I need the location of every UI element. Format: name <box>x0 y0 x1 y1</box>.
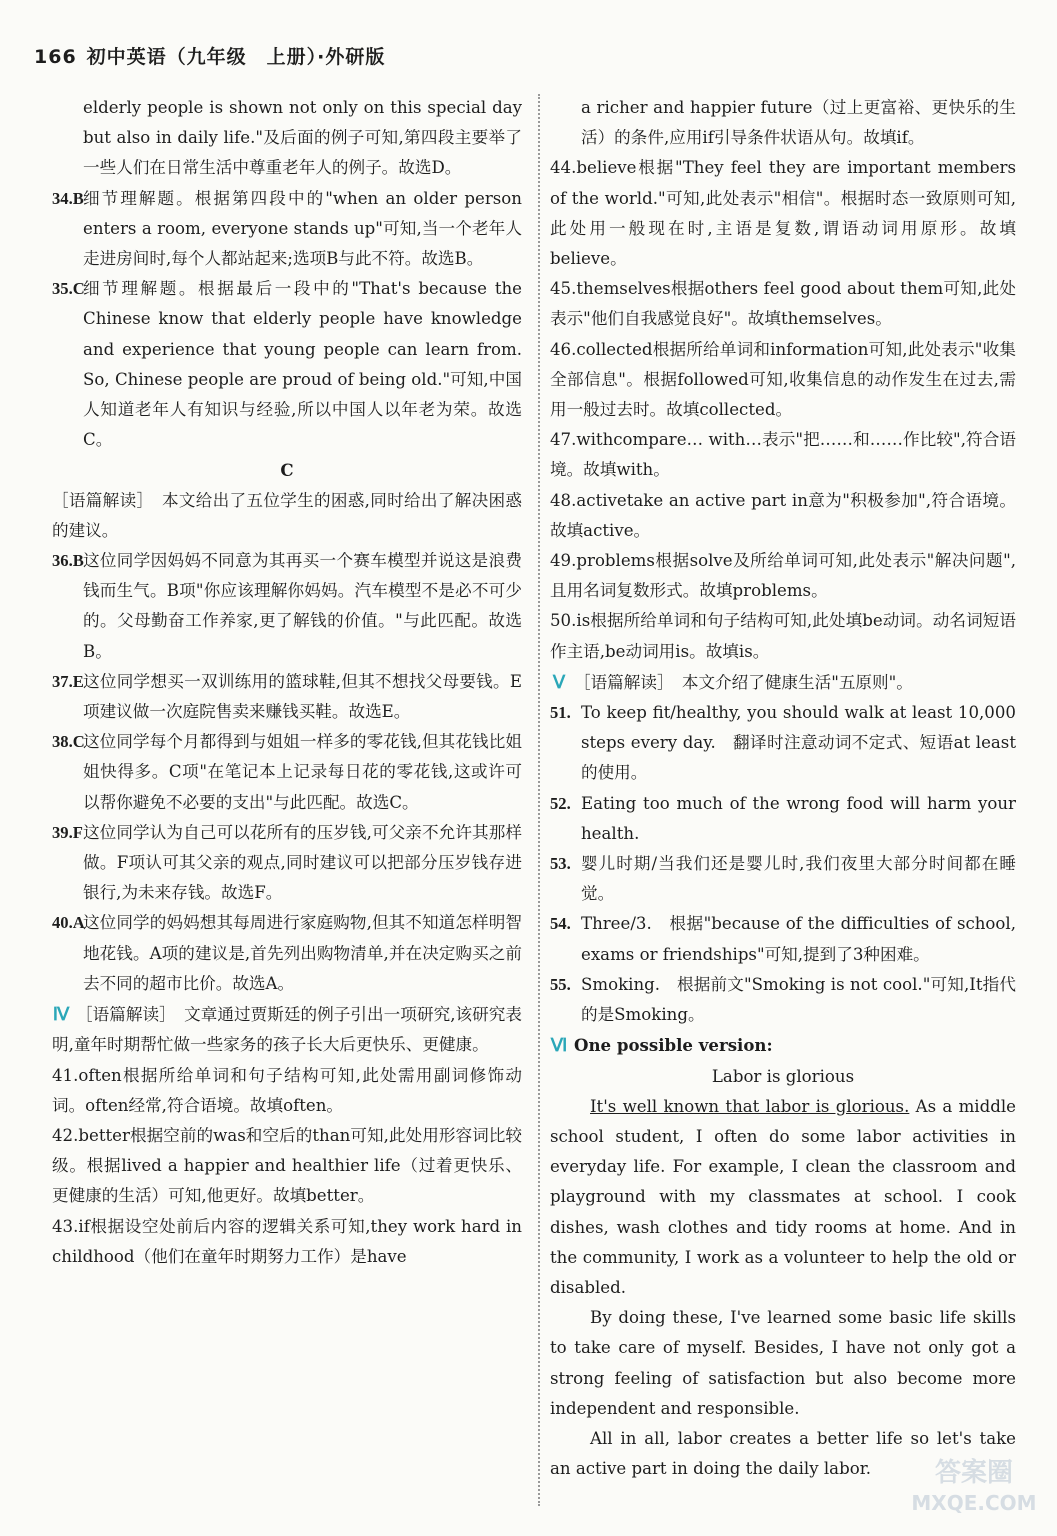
answer-label: 48.active <box>550 490 627 510</box>
answer-text: 这位同学的妈妈想其每周进行家庭购物,但其不知道怎样明智地花钱。A项的建议是,首先列出购物清单,并在决定购买之前去不同的超市比价。故选A。 <box>83 913 522 993</box>
answer-label: 52. <box>550 793 571 813</box>
answer-44 <box>550 153 1016 274</box>
watermark-line-1: 答案圈 <box>934 1458 1013 1488</box>
answer-label: 39.F <box>52 822 83 842</box>
answer-label: 42.better <box>52 1125 130 1145</box>
answer-text: To keep fit/healthy, you should walk at least 10,000 steps every day. 翻译时注意动词不定式、短语at least的使用。 <box>581 703 1016 783</box>
answer-34 <box>52 184 522 275</box>
essay-title: Labor is glorious <box>711 1066 855 1086</box>
answer-label: 35.C <box>52 279 85 299</box>
answer-text: 根据所给单词和information可知,此处表示"收集全部信息"。根据followed可知,收集信息的动作发生在过去,需用一般过去时。故填collected。 <box>550 339 1016 420</box>
essay-paragraph-1-rest: As a middle school student, I often do some labor activities in everyday life. For example, I clean the classroom and playground with my classmates at school. I cook dishes, wash clothes and tidy rooms at home. And in the community, I work as a volunteer to help the old or disabled. <box>550 1096 1016 1297</box>
reading-note-c: ［语篇解读］ 本文给出了五位学生的困惑,同时给出了解决困惑的建议。 <box>52 490 522 540</box>
answer-text: Three/3. 根据"because of the difficulties of school, exams or friendships"可知,提到了3种困难。 <box>581 914 1016 964</box>
section-iv-marker: Ⅳ <box>52 1004 70 1025</box>
answer-label: 49.problems <box>550 551 655 571</box>
answer-52 <box>550 789 1016 849</box>
answer-label: 55. <box>550 974 571 994</box>
answer-45 <box>550 274 1016 334</box>
answer-text: 这位同学每个月都得到与姐姐一样多的零花钱,但其花钱比姐姐快得多。C项"在笔记本上记录每日花的零花钱,这或许可以帮你避免不必要的支出"与此匹配。故选C。 <box>83 732 522 812</box>
answer-43 <box>52 1212 522 1272</box>
answer-text: 根据solve及所给单词可知,此处表示"解决问题",且用名词复数形式。故填problems。 <box>550 551 1016 601</box>
continued-answer-43: a richer and happier future（过上更富裕、更快乐的生活）的条件,应用if引导条件状语从句。故填if。 <box>581 98 1016 148</box>
answer-label: 36.B <box>52 551 84 571</box>
answer-text: 这位同学因妈妈不同意为其再买一个赛车模型并说这是浪费钱而生气。B项"你应该理解你妈妈。汽车模型不是必不可少的。父母勤奋工作养家,更了解钱的价值。"与此匹配。故选B。 <box>83 551 522 661</box>
answer-label: 44.believe <box>550 158 637 178</box>
left-column <box>52 93 522 1272</box>
book-title: 初中英语（九年级 上册）·外研版 <box>86 46 386 68</box>
answer-label: 47.with <box>550 430 614 450</box>
reading-note-v <box>550 667 1016 698</box>
answer-label: 38.C <box>52 732 85 752</box>
answer-label: 46.collected <box>550 339 653 359</box>
answer-text: 这位同学认为自己可以花所有的压岁钱,可父亲不允许其那样做。F项认可其父亲的观点,同时建议可以把部分压岁钱存进银行,为未来存钱。故选F。 <box>83 822 522 903</box>
reading-note-iv-text: ［语篇解读］ 文章通过贾斯廷的例子引出一项研究,该研究表明,童年时期帮忙做一些家务的孩子长大后更快乐、更健康。 <box>52 1005 522 1055</box>
reading-note-v-text: ［语篇解读］ 本文介绍了健康生活"五原则"。 <box>574 672 913 692</box>
answer-41 <box>52 1061 522 1121</box>
continued-answer-33: elderly people is shown not only on this special day but also in daily life."及后面的例子可知,第四段主要举了一些人们在日常生活中尊重老年人的例子。故选D。 <box>83 98 522 178</box>
essay-paragraph-3: All in all, labor creates a better life so let's take an active part in doing the daily labor. <box>550 1428 1016 1479</box>
answer-37 <box>52 667 522 727</box>
answer-50 <box>550 606 1016 666</box>
answer-text: 根据所给单词和句子结构可知,此处需用副词修饰动词。often经常,符合语境。故填often。 <box>52 1065 522 1115</box>
answer-42 <box>52 1121 522 1212</box>
version-heading <box>550 1030 1016 1061</box>
answer-text: 根据设空处前后内容的逻辑关系可知,they work hard in childhood（他们在童年时期努力工作）是have <box>52 1216 522 1266</box>
answer-46 <box>550 335 1016 426</box>
answer-label: 41.often <box>52 1065 122 1085</box>
section-vi-marker: Ⅵ <box>550 1035 568 1056</box>
answer-label: 50.is <box>550 611 591 631</box>
page-header <box>34 42 385 69</box>
answer-text: 根据所给单词和句子结构可知,此处填be动词。动名词短语作主语,be动词用is。故填is。 <box>550 611 1016 661</box>
answer-51 <box>550 698 1016 789</box>
answer-47 <box>550 425 1016 485</box>
answer-label: 43.if <box>52 1216 90 1236</box>
answer-text: 细节理解题。根据第四段中的"when an older person enters a room, everyone stands up"可知,当一个老年人走进房间时,每个人都站起来;选项B与此不符。故选B。 <box>83 188 522 269</box>
answer-39 <box>52 818 522 909</box>
watermark-logo <box>909 1458 1039 1522</box>
answer-text: Smoking. 根据前文"Smoking is not cool."可知,It指代的是Smoking。 <box>581 974 1016 1025</box>
answer-label: 37.E <box>52 671 84 691</box>
reading-note-iv <box>52 999 522 1060</box>
answer-label: 40.A <box>52 913 85 933</box>
column-divider <box>538 94 540 1506</box>
answer-label: 45.themselves <box>550 279 671 299</box>
answer-text: 细节理解题。根据最后一段中的"That's because the Chinese know that elderly people have knowledge and experience that young people can learn from. So, Chinese people are proud of being old."可知,中国人知道老年人有知识与经验,所以中国人以年老为荣。故选C。 <box>83 279 522 450</box>
answer-text: 根据"They feel they are important members of the world."可知,此处表示"相信"。根据时态一致原则可知,此处用一般现在时,主语是复数,谓语动词用原形。故填believe。 <box>550 158 1016 269</box>
answer-text: 根据空前的was和空后的than可知,此处用形容词比较级。根据lived a happier and healthier life（过着更快乐、更健康的生活）可知,他更好。故填better。 <box>52 1125 522 1206</box>
answer-text: compare… with…表示"把……和……作比较",符合语境。故填with。 <box>550 430 1016 480</box>
right-column <box>550 93 1016 1484</box>
answer-text: 根据others feel good about them可知,此处表示"他们自我感觉良好"。故填themselves。 <box>550 279 1016 329</box>
answer-label: 53. <box>550 854 571 874</box>
answer-38 <box>52 727 522 818</box>
answer-text: 婴儿时期/当我们还是婴儿时,我们夜里大部分时间都在睡觉。 <box>581 854 1016 904</box>
answer-36 <box>52 546 522 667</box>
section-v-marker: Ⅴ <box>552 671 566 692</box>
answer-text: take an active part in意为"积极参加",符合语境。故填active。 <box>550 490 1016 540</box>
answer-35 <box>52 274 522 455</box>
answer-54 <box>550 909 1016 969</box>
answer-48 <box>550 486 1016 546</box>
essay-paragraph-2: By doing these, I've learned some basic life skills to take care of myself. Besides, I have not only got a strong feeling of satisfaction but also become more independent and responsible. <box>550 1308 1016 1418</box>
answer-label: 54. <box>550 914 571 934</box>
watermark-line-2: MXQE.COM <box>911 1491 1037 1515</box>
answer-53 <box>550 849 1016 909</box>
answer-text: 这位同学想买一双训练用的篮球鞋,但其不想找父母要钱。E项建议做一次庭院售卖来赚钱买鞋。故选E。 <box>83 671 522 722</box>
sample-essay <box>550 1062 1016 1485</box>
version-label: One possible version: <box>574 1035 773 1056</box>
essay-paragraph-1 <box>550 1092 1016 1303</box>
answer-40 <box>52 908 522 999</box>
section-c-heading: C <box>280 460 294 481</box>
answer-55 <box>550 970 1016 1030</box>
answer-label: 34.B <box>52 188 84 208</box>
answer-49 <box>550 546 1016 606</box>
essay-underlined-sentence: It's well known that labor is glorious. <box>590 1096 910 1116</box>
answer-text: Eating too much of the wrong food will harm your health. <box>581 793 1016 843</box>
answer-label: 51. <box>550 703 571 723</box>
page-number: 166 <box>34 46 77 68</box>
